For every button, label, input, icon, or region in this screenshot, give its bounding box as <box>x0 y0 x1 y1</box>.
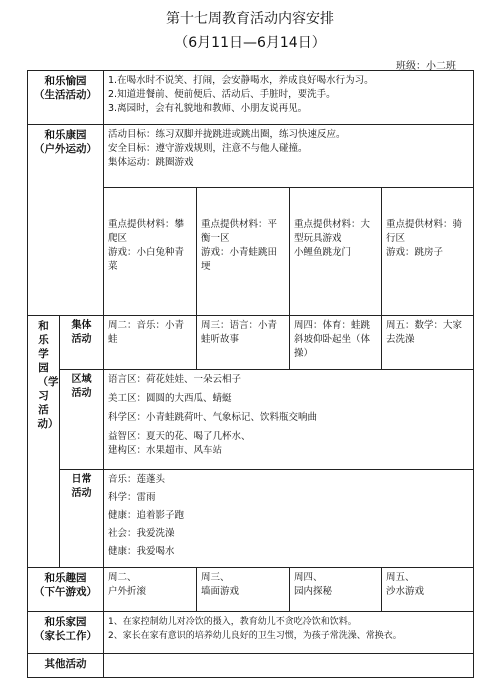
life-label-cell <box>28 71 104 125</box>
zone-3-game: 小鲤鱼跳龙门 <box>294 247 352 258</box>
area-label-cell <box>60 370 104 470</box>
other-label-cell <box>28 654 104 678</box>
family-label-cell <box>28 612 104 654</box>
zone-4-game: 游戏：跳房子 <box>386 247 444 258</box>
group-label: 集体活动 <box>71 320 92 345</box>
area-line-5: 建构区：水果超市、风车站 <box>108 445 223 456</box>
afternoon-day-1 <box>104 568 197 612</box>
area-label: 区域活动 <box>71 374 92 399</box>
outdoor-goal-2: 安全目标：遵守游戏规则，注意不与他人碰撞。 <box>108 143 308 154</box>
outdoor-goal-1: 活动目标：练习双脚并拢跳进或跳出圈，练习快速反应。 <box>108 129 346 140</box>
life-line-1: 1.在喝水时不说笑、打闹，会安静喝水，养成良好喝水行为习。 <box>108 75 374 86</box>
afternoon-day-3-activity: 园内探秘 <box>294 586 333 597</box>
afternoon-label-cell <box>28 568 104 612</box>
family-label-sub: （家长工作） <box>34 630 97 642</box>
other-label-main: 其他活动 <box>44 658 87 670</box>
zone-4-material: 重点提供材料：骑行区 <box>386 219 463 244</box>
zone-2-material: 重点提供材料：平衡一区 <box>201 219 278 244</box>
row-afternoon <box>28 568 474 612</box>
schedule-table <box>27 70 474 678</box>
afternoon-day-3 <box>290 568 382 612</box>
daily-line-5: 健康：我爱喝水 <box>108 546 175 557</box>
group-label-cell <box>60 316 104 370</box>
area-line-1: 语言区：荷花娃娃、一朵云相子 <box>108 374 242 385</box>
group-day-2 <box>197 316 290 370</box>
daily-line-2: 科学：雷雨 <box>108 492 156 503</box>
outdoor-label-sub: （户外运动） <box>34 143 97 155</box>
row-learning-daily <box>28 470 474 568</box>
daily-content <box>104 470 474 568</box>
afternoon-day-4-activity: 沙水游戏 <box>386 586 425 597</box>
group-day-2-text: 周三：语言：小青蛙听故事 <box>201 320 278 345</box>
row-other <box>28 654 474 678</box>
outdoor-goals <box>104 125 474 188</box>
life-label-main: 和乐愉园 <box>44 75 87 87</box>
learning-label: 和乐学园（学习活动） <box>37 320 59 430</box>
afternoon-day-3-label: 周四、 <box>294 572 323 583</box>
document-title: 第十七周教育活动内容安排 <box>166 11 334 27</box>
area-content <box>104 370 474 470</box>
family-line-1: 1、在家控制幼儿对冷饮的摄入，教育幼儿不贪吃冷饮和饮料。 <box>108 617 357 627</box>
outdoor-label-main: 和乐康园 <box>44 129 87 141</box>
life-content <box>104 71 474 125</box>
daily-label-cell <box>60 470 104 568</box>
daily-label: 日常活动 <box>71 474 92 499</box>
outdoor-goal-3: 集体运动：跳圈游戏 <box>108 157 194 168</box>
group-day-1-text: 周二：音乐：小青蛙 <box>108 320 185 345</box>
zone-2-game: 游戏：小青蛙跳田埂 <box>201 247 278 272</box>
group-day-1 <box>104 316 197 370</box>
date-range: （6月11日—6月14日） <box>174 35 326 51</box>
learning-label-cell <box>28 316 60 568</box>
zone-3-material: 重点提供材料：大型玩具游戏 <box>294 219 371 244</box>
row-learning-area <box>28 370 474 470</box>
row-outdoor-goals <box>28 125 474 188</box>
afternoon-label-sub: （下午游戏） <box>34 586 97 598</box>
daily-line-4: 社会：我爱洗澡 <box>108 528 175 539</box>
life-line-3: 3.离园时，会有礼貌地和教师、小朋友说再见。 <box>108 103 308 114</box>
life-label-sub: （生活活动） <box>34 89 97 101</box>
group-day-3 <box>290 316 382 370</box>
group-day-3-text: 周四：体育：蛙跳斜坡仰卧起坐（体操） <box>294 320 371 359</box>
area-line-4: 益智区：夏天的花、喝了几杯水、 <box>108 431 251 442</box>
afternoon-day-2 <box>197 568 290 612</box>
afternoon-day-1-label: 周二、 <box>108 572 137 583</box>
zone-1-material: 重点提供材料：攀爬区 <box>108 219 185 244</box>
family-label-main: 和乐家园 <box>44 616 87 628</box>
row-family <box>28 612 474 654</box>
outdoor-zone-3 <box>290 188 382 316</box>
area-line-2: 美工区：圆圆的大西瓜、蜻蜓 <box>108 393 232 404</box>
life-line-2: 2.知道进餐前、便前便后、活动后、手脏时，要洗手。 <box>108 89 336 100</box>
afternoon-day-1-activity: 户外折滚 <box>108 586 147 597</box>
group-day-4 <box>382 316 474 370</box>
outdoor-zone-2 <box>197 188 290 316</box>
other-content <box>104 654 474 678</box>
row-life <box>28 71 474 125</box>
area-line-3: 科学区：小青蛙跳荷叶、气象标记、饮料瓶交响曲 <box>108 412 318 423</box>
afternoon-label-main: 和乐趣园 <box>44 572 87 584</box>
row-learning-group <box>28 316 474 370</box>
afternoon-day-2-activity: 墙面游戏 <box>201 586 240 597</box>
family-content <box>104 612 474 654</box>
daily-line-1: 音乐：莲蓬头 <box>108 474 166 485</box>
afternoon-day-2-label: 周三、 <box>201 572 230 583</box>
family-line-2: 2、家长在家有意识的培养幼儿良好的卫生习惯，为孩子常洗澡、常换衣。 <box>108 631 402 641</box>
class-label: 班级：小二班 <box>396 61 456 72</box>
daily-line-3: 健康：追着影子跑 <box>108 510 185 521</box>
group-day-4-text: 周五：数学：大家去洗澡 <box>386 320 463 345</box>
zone-1-game: 游戏：小白兔种青菜 <box>108 247 185 272</box>
outdoor-label-cell <box>28 125 104 316</box>
outdoor-zone-1 <box>104 188 197 316</box>
afternoon-day-4 <box>382 568 474 612</box>
outdoor-zone-4 <box>382 188 474 316</box>
afternoon-day-4-label: 周五、 <box>386 572 415 583</box>
